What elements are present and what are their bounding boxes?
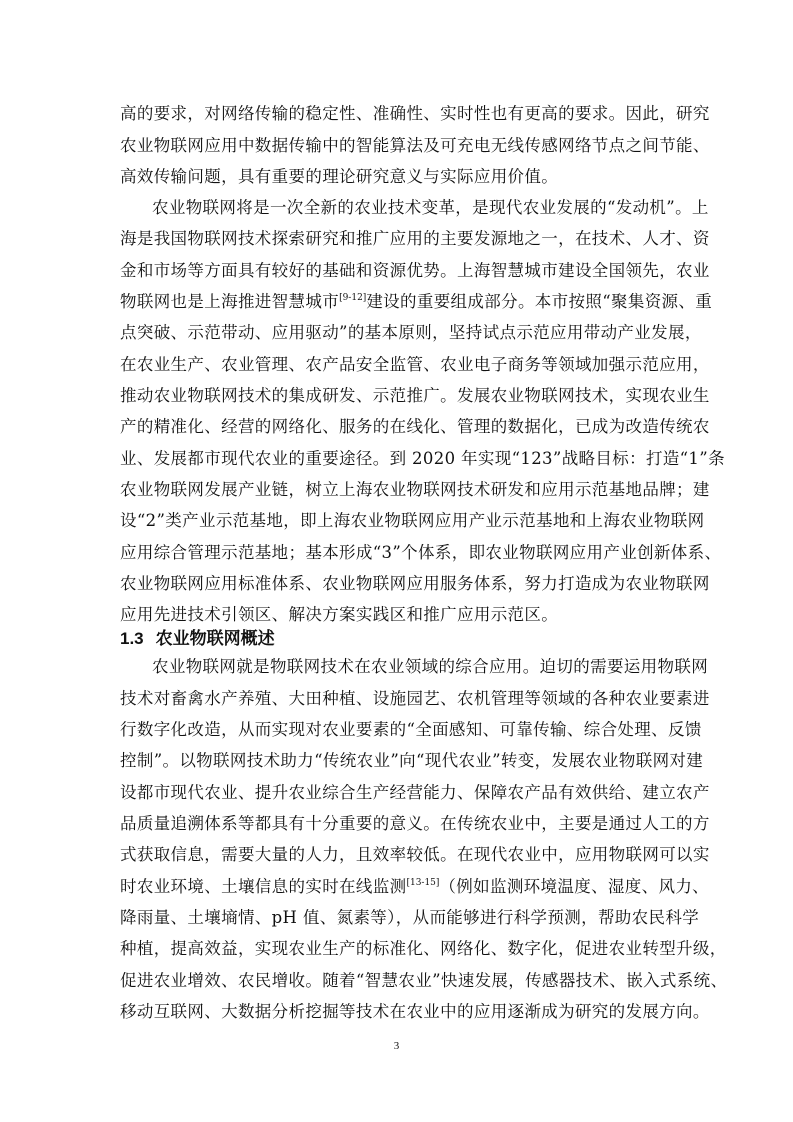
- paragraph-3-line-7: 式获取信息，需要大量的人力，且效率较低。在现代农业中，应用物联网可以实: [120, 845, 710, 864]
- paragraph-3-line-1: 农业物联网就是物联网技术在农业领域的综合应用。迫切的需要运用物联网: [152, 657, 709, 676]
- citation-context: 时农业环境、土壤信息的实时在线监测: [120, 877, 407, 896]
- paragraph-1-line-1: 高的要求，对网络传输的稳定性、准确性、实时性也有更高的要求。因此，研究: [120, 104, 710, 123]
- paragraph-2-line-11: 设“2”类产业示范基地，即上海农业物联网应用产业示范基地和上海农业物联网: [120, 511, 705, 530]
- paragraph-2-line-5: 点突破、示范带动、应用驱动”的基本原则，坚持试点示范应用带动产业发展，: [120, 323, 702, 342]
- paragraph-2-line-6: 在农业生产、农业管理、农产品安全监管、农业电子商务等领域加强示范应用，: [120, 355, 710, 374]
- paragraph-1-line-3: 高效传输问题，具有重要的理论研究意义与实际应用价值。: [120, 167, 559, 186]
- paragraph-2-line-4: [120, 291, 713, 313]
- section-number: 1.3: [120, 629, 144, 648]
- paragraph-2-line-10: 农业物联网发展产业链，树立上海农业物联网技术研发和应用示范基地品牌；建: [120, 480, 710, 499]
- paragraph-2-line-2: 海是我国物联网技术探索研究和推广应用的主要发源地之一，在技术、人才、资: [120, 229, 710, 248]
- citation-9-12: [9-12]: [339, 293, 367, 303]
- paragraph-3-line-9: 降雨量、土壤墒情、pH 值、氮素等），从而能够进行科学预测，帮助农民科学: [120, 908, 700, 927]
- paragraph-2-line-8: 产的精准化、经营的网络化、服务的在线化、管理的数据化，已成为改造传统农: [120, 417, 710, 436]
- citation-context: 物联网也是上海推进智慧城市: [120, 292, 340, 311]
- paragraph-2-line-1: 农业物联网将是一次全新的农业技术变革，是现代农业发展的“发动机”。上: [152, 198, 709, 217]
- paragraph-3-line-11: 促进农业增效、农民增收。随着“智慧农业”快速发展，传感器技术、嵌入式系统、: [120, 971, 728, 990]
- paragraph-3-line-10: 种植，提高效益，实现农业生产的标准化、网络化、数字化，促进农业转型升级，: [120, 939, 727, 958]
- paragraph-2-line-13: 农业物联网应用标准体系、农业物联网应用服务体系，努力打造成为农业物联网: [120, 574, 710, 593]
- section-title: 农业物联网概述: [155, 629, 275, 649]
- paragraph-3-line-8: [120, 876, 710, 898]
- paragraph-3-line-5: 设都市现代农业、提升农业综合生产经营能力、保障农产品有效供给、建立农产: [120, 783, 710, 802]
- page-number: 3: [393, 1040, 400, 1052]
- paragraph-3-line-6: 品质量追溯体系等都具有十分重要的意义。在传统农业中，主要是通过人工的方: [120, 814, 710, 833]
- paragraph-2-line-9: 业、发展都市现代农业的重要途径。到 2020 年实现“123”战略目标：打造“1”条: [120, 449, 725, 468]
- paragraph-3-line-12: 移动互联网、大数据分析挖掘等技术在农业中的应用逐渐成为研究的发展方向。: [120, 1002, 710, 1021]
- paragraph-3-line-3: 行数字化改造，从而实现对农业要素的“全面感知、可靠传输、综合处理、反馈: [120, 720, 702, 739]
- paragraph-2-line-7: 推动农业物联网技术的集成研发、示范推广。发展农业物联网技术，实现农业生: [120, 386, 710, 405]
- paragraph-2-line-14: 应用先进技术引领区、解决方案实践区和推广应用示范区。: [120, 605, 559, 624]
- citation-13-15: [13-15]: [406, 878, 440, 888]
- paragraph-3-line-2: 技术对畜禽水产养殖、大田种植、设施园艺、农机管理等领域的各种农业要素进: [120, 689, 710, 708]
- citation-continuation: （例如监测环境温度、湿度、风力、: [439, 877, 710, 896]
- citation-continuation: 建设的重要组成部分。本市按照“聚集资源、重: [366, 292, 713, 311]
- paragraph-2-line-12: 应用综合管理示范基地；基本形成“3”个体系，即农业物联网应用产业创新体系、: [120, 543, 722, 562]
- paragraph-1-line-2: 农业物联网应用中数据传输中的智能算法及可充电无线传感网络节点之间节能、: [120, 136, 710, 155]
- section-heading: [120, 626, 275, 652]
- paragraph-2-line-3: 金和市场等方面具有较好的基础和资源优势。上海智慧城市建设全国领先，农业: [120, 261, 710, 280]
- paragraph-3-line-4: 控制”。以物联网技术助力“传统农业”向“现代农业”转变，发展农业物联网对建: [120, 751, 704, 770]
